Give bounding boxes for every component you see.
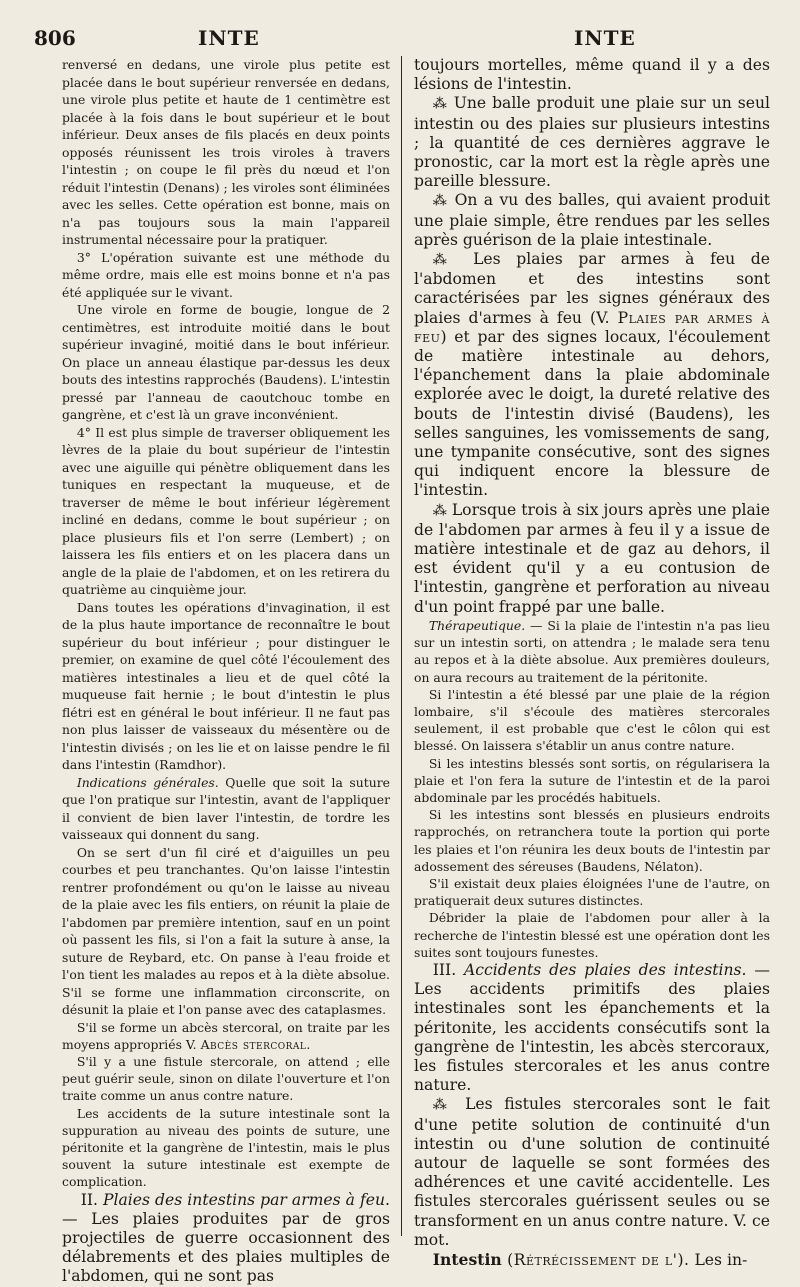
paragraph: S'il existait deux plaies éloignées l'une de l'autre, on pratiquerait deux sutures distinctes.: [414, 875, 770, 909]
paragraph-text: On a vu des balles, qui avaient produit une plaie simple, être rendues par les selles après guérison de la plaie intestinale.: [414, 191, 771, 249]
paragraph: [414, 617, 770, 686]
section-label: Thérapeutique.: [428, 617, 526, 633]
paragraph: 3° L'opération suivante est une méthode du même ordre, mais elle est moins bonne et n'a pas été appliquée sur le vivant.: [62, 249, 390, 300]
asterism-icon: ⁂: [432, 502, 447, 519]
entry-subtitle: (Rétrécissement de l').: [501, 1251, 690, 1269]
paragraph: [62, 774, 390, 844]
paragraph: renversé en dedans, une virole plus petite est placée dans le bout supérieur renversée en dedans, une virole plus petite et haute de 1 centimètre est placée à la fois dans le bout supérieur et le bout inférieur. Deux anses de fils placés en deux points opposés réunissent les trois viroles à travers l'intestin ; on coupe le fil près du nœud et l'on réduit l'intestin (Denans) ; les viroles sont éliminées avec les selles. Cette opération est bonne, mais on n'a pas toujours sous la main l'appareil instrumental nécessaire pour la pratiquer.: [62, 57, 390, 247]
paragraph: Si l'intestin a été blessé par une plaie de la région lombaire, s'il s'écoule des matières stercorales seulement, il est probable que c'est le côlon qui est blessé. On laissera s'établir un anus contre nature.: [414, 686, 770, 754]
paragraph: [62, 1019, 390, 1053]
asterism-icon: ⁂: [432, 193, 449, 210]
section-heading-paragraph: [62, 1191, 390, 1287]
paragraph: Une virole en forme de bougie, longue de 2 centimètres, est introduite moitié dans le bout supérieur invaginé, moitié dans le bout inférieur. On place un anneau élastique par-dessus les deux bouts des intestins rapprochés (Baudens). L'intestin pressé par l'anneau de caoutchouc tombe en gangrène, et c'est là un grave inconvénient.: [62, 302, 390, 422]
paragraph-text: Lorsque trois à six jours après une plaie de l'abdomen par armes à feu il y a issue de matière intestinale et de gaz au dehors, il est évident qu'il y a eu contusion de l'intestin, gangrène et perforation au niveau d'un point frappé par une balle.: [414, 500, 770, 616]
paragraph-text: .: [306, 1036, 311, 1052]
paragraph-text: — Les accidents primitifs des plaies intestinales sont les épanchements et la péritonite, les accidents consécutifs sont la gangrène de l'intestin, les abcès stercoraux, les fistules stercorales et les anus contre nature.: [414, 960, 770, 1095]
section-title: Accidents des plaies des intestins.: [464, 960, 747, 979]
left-column: [62, 56, 391, 1286]
page-number: 806: [34, 26, 76, 50]
paragraph-text: ) et par des signes locaux, l'écoulement de matière intestinale au dehors, l'épanchement dans la plaie abdominale explorée avec le doigt, la dureté relative des bouts de l'intestin divisé (Baudens), les selles sanguines, les vomissements de sang, une tympanite consécutive, sont des signes qui indiquent encore la blessure de l'intestin.: [414, 327, 770, 500]
paragraph: [414, 94, 770, 191]
asterism-icon: ⁂: [432, 1097, 454, 1114]
paragraph-text: Les plaies par armes à feu de l'abdomen et des intestins sont caractérisées par les signes généraux des plaies d'armes à feu (V.: [414, 250, 770, 327]
paragraph: Les accidents de la suture intestinale sont la suppuration au niveau des points de suture, une péritonite et la gangrène de l'intestin, mais le plus souvent la suture intestinale est exempte de complication.: [62, 1105, 390, 1190]
paragraph: Dans toutes les opérations d'invagination, il est de la plus haute importance de reconnaître le bout supérieur du bout inférieur ; pour distinguer le premier, on examine de quel côté l'écoulement des matières intestinales a lieu et de quel côté la muqueuse fait hernie ; le bout d'intestin le plus flétri est en général le bout inférieur. Il ne faut pas non plus laisser de vaisseaux du mésentère ou de l'intestin divisés ; on les lie et on laisse pendre le fil dans l'intestin (Ramdhor).: [62, 599, 390, 772]
running-head-right: INTE: [574, 26, 636, 50]
paragraph: [414, 250, 770, 501]
paragraph: 4° Il est plus simple de traverser obliquement les lèvres de la plaie du bout supérieur de l'intestin avec une aiguille qui pénètre obliquement dans les tuniques en respectant la muqueuse, et de traverser de même le bout inférieur légèrement incliné en dedans, comme le bout supérieur ; on place plusieurs fils et l'on serre (Lembert) ; on laissera les fils entiers et on les placera dans un angle de la plaie de l'abdomen, et on les retirera du quatrième au cinquième jour.: [62, 424, 390, 597]
paragraph-text: Les in-: [689, 1251, 748, 1269]
cross-reference: Abcès stercoral: [200, 1036, 307, 1052]
section-title: Plaies des intestins par armes à feu.: [103, 1190, 391, 1209]
paragraph: Si les intestins sont blessés en plusieurs endroits rapprochés, on retranchera toute la portion qui porte les plaies et l'on réunira les deux bouts de l'intestin par adossement des séreuses (Baudens, Nélaton).: [414, 807, 770, 874]
asterism-icon: ⁂: [432, 96, 448, 113]
paragraph: Si les intestins blessés sont sortis, on régularisera la plaie et l'on fera la suture de l'intestin et de la paroi abdominale par les procédés habituels.: [414, 755, 770, 805]
paragraph: toujours mortelles, même quand il y a des lésions de l'intestin.: [414, 56, 770, 94]
asterism-icon: ⁂: [432, 252, 458, 269]
paragraph: [414, 1095, 770, 1250]
running-head-left: INTE: [198, 26, 260, 50]
paragraph-text: Quelle que soit la suture que l'on pratique sur l'intestin, avant de l'appliquer il convient de bien laver l'intestin, de tordre les vaisseaux qui donnent du sang.: [62, 774, 390, 842]
right-column: [414, 56, 771, 1269]
entry-headword: Intestin: [432, 1250, 502, 1269]
paragraph-text: Les fistules stercorales sont le fait d'une petite solution de continuité d'un intestin ou d'une solution de continuité autour de laquelle se sont formées des adhérences et une cavité accidentelle. Les fistules stercorales guérissent seules ou se transforment en un anus contre nature. V. ce mot.: [414, 1095, 770, 1249]
paragraph: On se sert d'un fil ciré et d'aiguilles un peu courbes et peu tranchantes. Qu'on laisse l'intestin rentrer profondément ou qu'on le laisse au niveau de la plaie avec les fils entiers, on réunit la plaie de l'abdomen par première intention, sauf en un point où passent les fils, si l'on a fait la suture à anse, la suture de Reybard, etc. On panse à l'eau froide et l'on tient les malades au repos et à la diète absolue. S'il se forme une inflammation circonscrite, on désunit la plaie et l'on panse avec des cataplasmes.: [62, 844, 390, 1017]
entry-heading-paragraph: [414, 1250, 770, 1270]
section-heading-paragraph: [414, 961, 770, 1095]
paragraph-text: Une balle produit une plaie sur un seul intestin ou des plaies sur plusieurs intestins ; la quantité de ces dernières aggrave le pronostic, car la mort est la règle après une pareille blessure.: [414, 94, 770, 191]
paragraph: [414, 191, 770, 250]
paragraph: S'il y a une fistule stercorale, on attend ; elle peut guérir seule, sinon on dilate l'ouverture et l'on traite comme un anus contre nature.: [62, 1053, 390, 1104]
paragraph-text: — Les plaies produites par de gros projectiles de guerre occasionnent des délabrements et des plaies multiples de l'abdomen, qui ne sont pas: [62, 1209, 390, 1286]
paragraph: [414, 501, 770, 617]
paragraph-text: S'il se forme un abcès stercoral, on traite par les moyens appropriés V.: [62, 1019, 390, 1052]
paragraph-text: — Si la plaie de l'intestin n'a pas lieu sur un intestin sorti, on attendra ; le malade sera tenu au repos et à la diète absolue. Aux premières douleurs, on aura recours au traitement de la péritonite.: [414, 617, 770, 685]
page-header: [0, 26, 800, 52]
cross-reference: Plaies par armes à feu: [414, 308, 770, 346]
section-number: III.: [432, 960, 465, 979]
section-label: Indications générales.: [76, 774, 219, 790]
column-divider: [401, 56, 402, 1236]
paragraph: Débrider la plaie de l'abdomen pour aller à la recherche de l'intestin blessé est une opération dont les suites sont toujours funestes.: [414, 910, 770, 960]
section-number: II.: [80, 1190, 104, 1209]
